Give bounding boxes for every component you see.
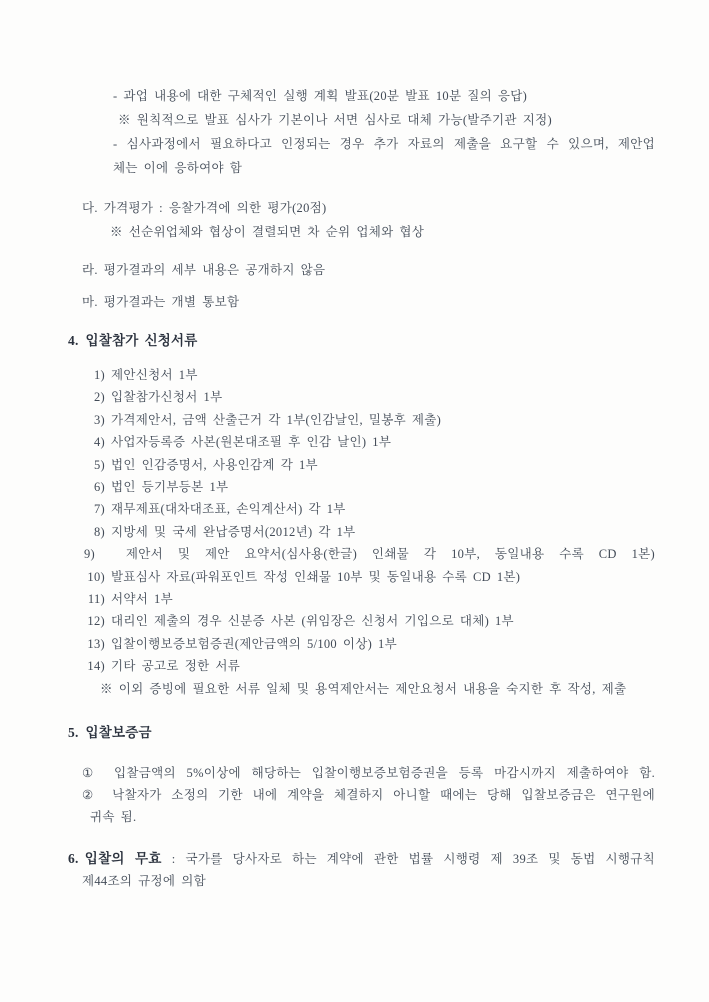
list-item: [68, 409, 655, 431]
list-item: [68, 386, 655, 408]
item-number: 8): [93, 524, 105, 539]
item-text: 입찰금액의 5%이상에 해당하는 입찰이행보증보험증권을 등록 마감시까지 제출하여야 함.: [113, 766, 655, 781]
note-line: ※ 원칙적으로 발표 심사가 기본이나 서면 심사로 대체 가능(발주기관 지정): [118, 113, 552, 127]
item-da-note: ※ 선순위업체와 협상이 결렬되면 차 순위 업체와 협상: [110, 225, 425, 239]
item-number: 13): [87, 636, 105, 651]
section6-number: 6.: [68, 851, 79, 867]
section6-body: : 국가를 당사자로 하는 계약에 관한 법률 시행령 제 39조 및 동법 시행규칙: [171, 852, 655, 867]
section4-title: 입찰참가 신청서류: [85, 333, 198, 348]
item-text: 재무제표(대차대조표, 손익계산서) 각 1부: [111, 502, 346, 517]
section6-continuation: 제44조의 규정에 의함: [82, 874, 206, 889]
item-text: 대리인 제출의 경우 신분증 사본 (위임장은 신청서 기입으로 대체) 1부: [111, 614, 514, 629]
section6-heading-line: [68, 848, 655, 870]
bullet-line-continuation: 체는 이에 응하여야 함: [113, 161, 243, 175]
item-text: 발표심사 자료(파워포인트 작성 인쇄물 10부 및 동일내용 수록 CD 1본): [111, 569, 521, 584]
list-item: [68, 610, 655, 632]
list-item: [68, 521, 655, 543]
circled-item-2: [68, 784, 655, 806]
item-text: 사업자등록증 사본(원본대조필 후 인감 날인) 1부: [111, 435, 392, 450]
section4-number: 4.: [68, 333, 79, 348]
section6-bid-invalidity: [68, 848, 655, 892]
item-number: 9): [84, 547, 96, 562]
item-number: 12): [87, 614, 105, 629]
list-item: [68, 588, 655, 610]
item-number: 2): [93, 390, 105, 405]
item-text: 법인 인감증명서, 사용인감계 각 1부: [111, 457, 318, 472]
item-ra-results-private: 라. 평가결과의 세부 내용은 공개하지 않음: [82, 263, 326, 277]
section4-application-documents: [68, 330, 655, 700]
item-da-price-evaluation: 다. 가격평가 : 응찰가격에 의한 평가(20점): [82, 201, 327, 215]
list-item: [68, 543, 655, 565]
circled-number-2: ②: [82, 788, 98, 803]
list-item: [68, 364, 655, 386]
list-item: [68, 633, 655, 655]
section4-heading: [68, 330, 655, 352]
circled-number-1: ①: [82, 766, 99, 781]
item-text: 제안서 및 제안 요약서(심사용(한글) 인쇄물 각 10부, 동일내용 수록 CD 1본): [125, 547, 655, 562]
section5-title: 입찰보증금: [85, 725, 152, 741]
item-text: 지방세 및 국세 완납증명서(2012년) 각 1부: [111, 524, 356, 539]
item-text: 제안신청서 1부: [111, 368, 198, 382]
list-item: [68, 431, 655, 453]
item-text: 기타 공고로 정한 서류: [111, 659, 241, 674]
item-number: 11): [87, 592, 105, 607]
circled-item-2-continuation: 귀속 됨.: [90, 810, 137, 825]
list-item: [68, 566, 655, 588]
section6-title: 입찰의 무효: [84, 851, 162, 867]
circled-item-1: [68, 762, 655, 784]
item-number: 1): [93, 368, 105, 382]
bullet-line: - 과업 내용에 대한 구체적인 실행 계획 발표(20분 발표 10분 질의 응답): [113, 89, 528, 103]
list-item: [68, 476, 655, 498]
section5-items: [68, 762, 655, 828]
list-item: [68, 655, 655, 677]
item-number: 4): [93, 435, 105, 450]
item-text: 가격제안서, 금액 산출근거 각 1부(인감날인, 밀봉후 제출): [111, 412, 442, 427]
section3-tail: [68, 84, 655, 314]
item-number: 6): [93, 480, 105, 495]
section5-heading: [68, 722, 655, 744]
item-number: 14): [87, 659, 105, 674]
item-number: 10): [87, 569, 105, 584]
list-item: [68, 498, 655, 520]
item-number: 7): [93, 502, 105, 517]
item-text: 입찰이행보증보험증권(제안금액의 5/100 이상) 1부: [111, 636, 397, 651]
section4-note: ※ 이외 증빙에 필요한 서류 일체 및 용역제안서는 제안요청서 내용을 숙지한 후 작성, 제출: [100, 681, 627, 696]
list-item: [68, 454, 655, 476]
section5-number: 5.: [68, 725, 79, 741]
item-text: 법인 등기부등본 1부: [111, 480, 229, 495]
item-text: 서약서 1부: [111, 592, 173, 607]
section4-document-list: [68, 364, 655, 700]
item-text: 낙찰자가 소정의 기한 내에 계약을 체결하지 아니할 때에는 당해 입찰보증금은 연구원에: [112, 788, 655, 803]
item-ma-individual-notice: 마. 평가결과는 개별 통보함: [82, 295, 240, 309]
bullet-line: - 심사과정에서 필요하다고 인정되는 경우 추가 자료의 제출을 요구할 수 있으며, 제안업: [113, 137, 655, 151]
section5-bid-bond: [68, 722, 655, 828]
item-text: 입찰참가신청서 1부: [111, 390, 223, 405]
item-number: 5): [93, 457, 105, 472]
item-number: 3): [93, 412, 105, 427]
